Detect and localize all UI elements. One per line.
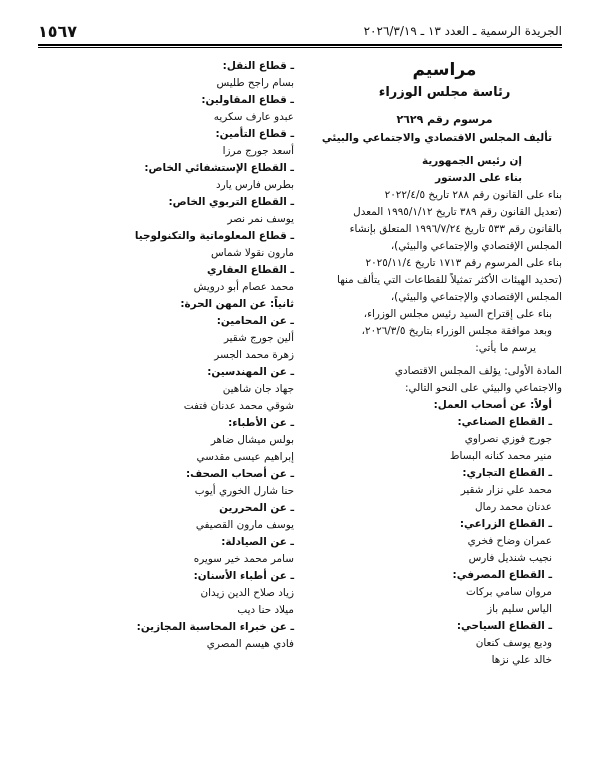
text-line: (تحديد الهيئات الأكثر تمثيلاً للقطاعات التي يتألف منها (337, 274, 562, 286)
member-name: محمد عصام أبو درويش (193, 281, 294, 293)
sector-heading: ـ عن أطباء الأسنان: (193, 570, 294, 582)
sector-heading: ـ عن المحررين (219, 502, 294, 514)
member-name: جورج فوزي نصراوي (464, 433, 552, 445)
text-line: المجلس الإقتصادي والإجتماعي والبيئي)، (390, 291, 562, 303)
text-line: يرسم ما يأتي: (475, 342, 536, 354)
category-heading: أولاً: عن أصحاب العمل: (433, 399, 552, 411)
sector-heading: ـ عن الأطباء: (228, 417, 294, 429)
member-name: عمران وضاح فخري (467, 535, 552, 547)
member-name: سامر محمد خير سويره (193, 553, 294, 565)
decree-number: مرسوم رقم ٢٦٢٩ (396, 113, 493, 126)
sector-heading: ـ عن خبراء المحاسبة المجازين: (136, 621, 294, 633)
member-name: خالد علي نزها (491, 654, 552, 666)
member-name: ألين جورج شقير (223, 332, 294, 344)
member-name: مروان سامي بركات (465, 586, 552, 598)
member-name: وديع يوسف كنعان (475, 637, 552, 649)
sector-heading: ـ القطاع التربوي الخاص: (168, 196, 294, 208)
sector-heading: ـ القطاع السياحي: (456, 620, 552, 632)
member-name: جهاد جان شاهين (222, 383, 294, 395)
member-name: منير محمد كنانه البساط (449, 450, 552, 462)
page-header (38, 22, 562, 42)
member-name: نجيب شنديل فارس (468, 552, 552, 564)
member-name: حنا شارل الخوري أيوب (194, 485, 294, 497)
header-rule (38, 44, 562, 46)
member-name: الياس سليم باز (487, 603, 552, 615)
member-name: فادي هيسم المصري (206, 638, 294, 650)
text-line: وبعد موافقة مجلس الوزراء بتاريخ ٢٠٢٦/٣/٥، (361, 325, 552, 337)
member-name: بطرس فارس يارد (216, 179, 294, 191)
sector-heading: ـ القطاع الزراعي: (459, 518, 552, 530)
member-name: ميلاد حنا ديب (237, 604, 294, 616)
sector-heading: ـ عن الصيادلة: (221, 536, 294, 548)
article-line: المادة الأولى: يؤلف المجلس الاقتصادي (394, 365, 562, 377)
member-name: زياد صلاح الدين زيدان (200, 587, 294, 599)
category-heading: ثانياً: عن المهن الحرة: (180, 298, 294, 310)
page-number: ١٥٦٧ (38, 22, 78, 41)
decree-title: تأليف المجلس الاقتصادي والاجتماعي والبيئي (321, 132, 552, 144)
text-line: بناء على القانون رقم ٢٨٨ تاريخ ٢٠٢٢/٤/٥ (384, 189, 562, 201)
sector-heading: ـ القطاع المصرفي: (452, 569, 552, 581)
member-name: مارون نقولا شماس (210, 247, 294, 259)
sector-heading: ـ القطاع الصناعي: (457, 416, 552, 428)
text-line: بالقانون رقم ٥٣٣ تاريخ ١٩٩٦/٧/٢٤ المتعلق بإنشاء (349, 223, 562, 235)
sector-heading: ـ عن المهندسين: (207, 366, 294, 378)
member-name: بولس ميشال ضاهر (210, 434, 294, 446)
text-line: المجلس الإقتصادي والإجتماعي والبيئي)، (390, 240, 562, 252)
section-heading: مراسيم (412, 60, 477, 80)
member-name: بسام راجح طليس (216, 77, 294, 89)
sector-heading: ـ قطاع المقاولين: (201, 94, 294, 106)
text-line: إن رئيس الجمهورية (422, 155, 522, 167)
member-name: إبراهيم عيسى مقدسي (196, 451, 294, 463)
sector-heading: ـ عن المحامين: (216, 315, 294, 327)
member-name: محمد علي نزار شقير (460, 484, 552, 496)
member-name: يوسف نمر نصر (227, 213, 294, 225)
member-name: أسعد جورج مرزا (222, 145, 294, 157)
sector-heading: ـ القطاع الإستشفائي الخاص: (144, 162, 294, 174)
text-line: بناء على المرسوم رقم ١٧١٣ تاريخ ٢٠٢٥/١١/٤ (365, 257, 562, 269)
member-name: زهرة محمد الجسر (214, 349, 294, 361)
right-column (321, 58, 562, 669)
member-name: عبدو عارف سكريه (213, 111, 294, 123)
member-name: شوقي محمد عدنان فتفت (183, 400, 294, 412)
sector-heading: ـ قطاع التأمين: (215, 128, 294, 140)
header-rule-thin (38, 47, 562, 48)
left-column (59, 58, 294, 653)
sector-heading: ـ قطاع المعلوماتية والتكنولوجيا (134, 230, 294, 242)
sector-heading: ـ القطاع التجاري: (462, 467, 552, 479)
text-line: بناء على إقتراح السيد رئيس مجلس الوزراء، (363, 308, 552, 320)
text-line: (تعديل القانون رقم ٣٨٩ تاريخ ١٩٩٥/١/١٢ المعدل (353, 206, 562, 218)
sector-heading: ـ قطاع النقل: (222, 60, 294, 72)
text-line: بناء على الدستور (435, 172, 522, 184)
sector-heading: ـ القطاع العقاري (206, 264, 294, 276)
text-line: والاجتماعي والبيئي على النحو التالي: (404, 382, 562, 394)
gazette-title: الجريدة الرسمية ـ العدد ١٣ ـ ٢٠٢٦/٣/١٩ (363, 24, 562, 38)
section-subheading: رئاسة مجلس الوزراء (378, 85, 511, 100)
member-name: عدنان محمد رمال (475, 501, 552, 513)
sector-heading: ـ عن أصحاب الصحف: (185, 468, 294, 480)
member-name: يوسف مارون القصيفي (195, 519, 294, 531)
